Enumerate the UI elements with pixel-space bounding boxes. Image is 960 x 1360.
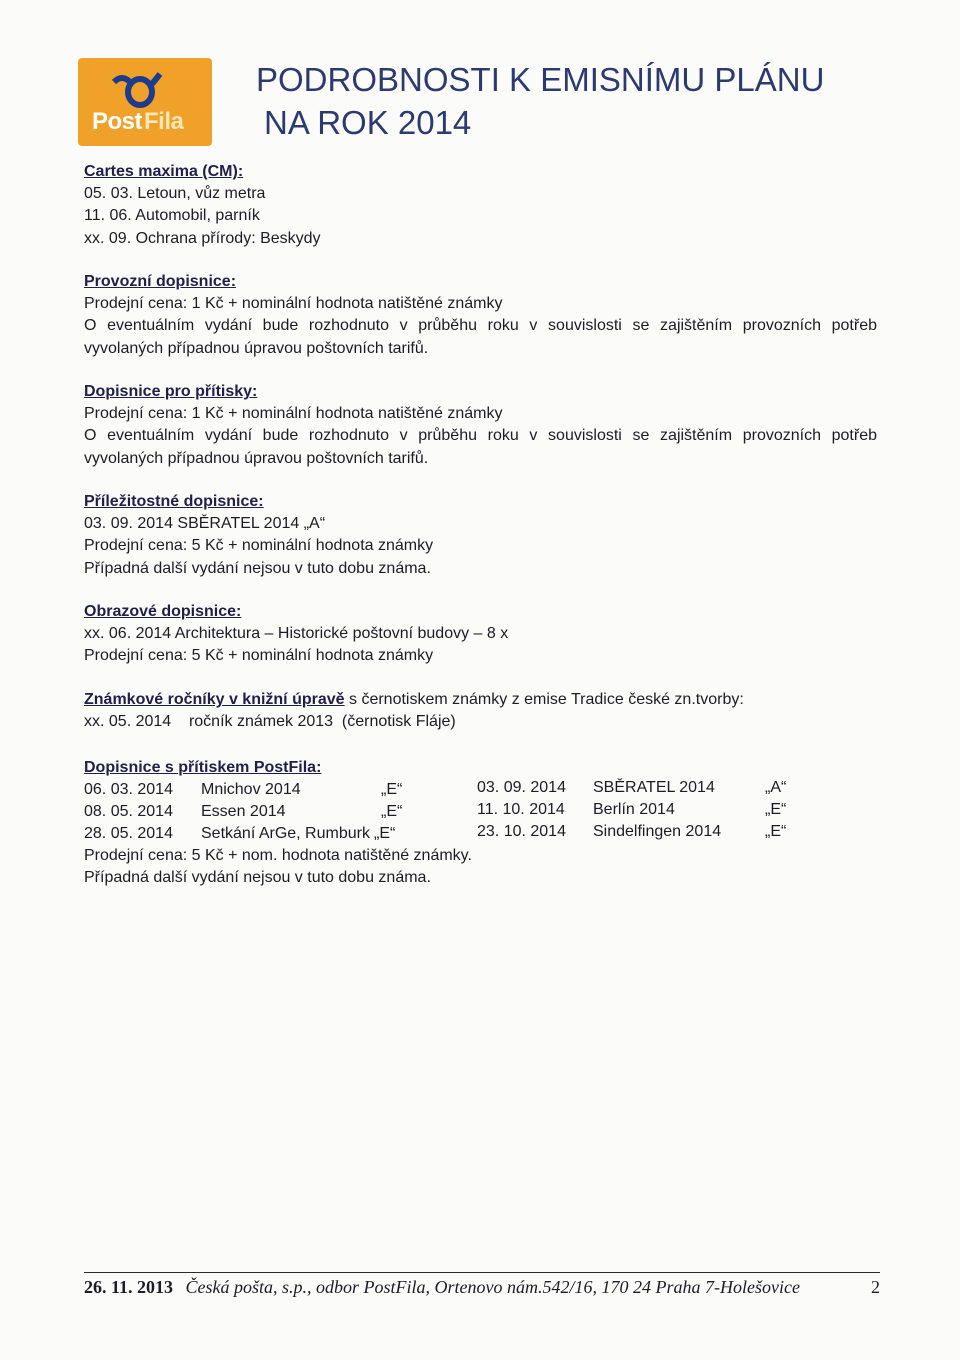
provozni-section (84, 271, 877, 360)
table-cell: 28. 05. 2014 (84, 825, 173, 843)
posthorn-icon (108, 70, 168, 110)
pritisky-heading: Dopisnice pro přítisky: (84, 383, 258, 400)
prilezitostne-section (84, 491, 884, 580)
pritisky-section (84, 381, 877, 470)
list-item: xx. 09. Ochrana přírody: Beskydy (84, 229, 321, 247)
rocniky-heading: Známkové ročníky v knižní úpravě (84, 691, 345, 708)
logo-wordmark: PostFila (92, 108, 184, 135)
prilezitostne-heading: Příležitostné dopisnice: (84, 493, 264, 510)
cm-section (84, 161, 884, 250)
pritisky-note-line-2: vyvolaných případnou úpravou poštovních tarifů. (84, 449, 429, 467)
table-cell: „E“ (381, 803, 403, 821)
prilezitostne-line-3: Případná další vydání nejsou v tuto dobu známa. (84, 559, 431, 577)
title-line-1: PODROBNOSTI K EMISNÍMU PLÁNU (256, 61, 825, 98)
table-cell: „E“ (765, 801, 787, 819)
obrazove-line-1: xx. 06. 2014 Architektura – Historické poštovní budovy – 8 x (84, 625, 509, 643)
rocniky-heading-rest: s černotiskem známky z emise Tradice české zn.tvorby: (344, 691, 744, 708)
table-cell: Setkání ArGe, Rumburk (201, 825, 370, 843)
postfila-table (84, 779, 884, 845)
obrazove-section (84, 601, 884, 668)
cm-heading: Cartes maxima (CM): (84, 163, 244, 180)
table-cell: Mnichov 2014 (201, 781, 301, 799)
rocniky-line-1: xx. 05. 2014 ročník známek 2013 (černotisk Fláje) (84, 713, 456, 731)
provozni-note-line-2: vyvolaných případnou úpravou poštovních tarifů. (84, 339, 429, 357)
list-item: 05. 03. Letoun, vůz metra (84, 185, 266, 203)
table-cell: Berlín 2014 (593, 801, 675, 819)
obrazove-heading: Obrazové dopisnice: (84, 603, 242, 620)
table-cell: Sindelfingen 2014 (593, 823, 722, 841)
table-cell: „A“ (765, 779, 787, 797)
title-line-2: NA ROK 2014 (264, 104, 472, 141)
rocniky-section (84, 689, 884, 733)
postfila-note: Případná další vydání nejsou v tuto dobu známa. (84, 869, 431, 887)
obrazove-line-2: Prodejní cena: 5 Kč + nominální hodnota známky (84, 647, 434, 665)
prilezitostne-line-1: 03. 09. 2014 SBĚRATEL 2014 „A“ (84, 515, 326, 533)
table-cell: SBĚRATEL 2014 (593, 779, 715, 797)
table-cell: 23. 10. 2014 (477, 823, 566, 841)
prilezitostne-line-2: Prodejní cena: 5 Kč + nominální hodnota známky (84, 537, 434, 555)
postfila-heading: Dopisnice s přítiskem PostFila: (84, 759, 322, 776)
page-title (256, 58, 824, 144)
postfila-price: Prodejní cena: 5 Kč + nom. hodnota natištěné známky. (84, 847, 472, 865)
list-item: 11. 06. Automobil, parník (84, 207, 260, 225)
table-cell: „E“ (374, 825, 396, 843)
rocniky-heading-line (84, 689, 884, 711)
pritisky-price: Prodejní cena: 1 Kč + nominální hodnota natištěné známky (84, 405, 503, 423)
table-row: 06. 03. 2014 (84, 781, 173, 799)
footer-address: Česká pošta, s.p., odbor PostFila, Ortenovo nám.542/16, 170 24 Praha 7-Holešovice (185, 1277, 800, 1297)
pritisky-note-line-1: O eventuálním vydání bude rozhodnuto v průběhu roku v souvislosti se zajištěním provozních potřeb (84, 427, 877, 445)
provozni-heading: Provozní dopisnice: (84, 273, 237, 290)
postfila-section (84, 757, 884, 890)
table-cell: 08. 05. 2014 (84, 803, 173, 821)
provozni-note-line-1: O eventuálním vydání bude rozhodnuto v průběhu roku v souvislosti se zajištěním provozních potřeb (84, 317, 877, 335)
table-cell: 03. 09. 2014 (477, 779, 566, 797)
page-footer (84, 1272, 880, 1298)
postfila-logo (78, 58, 212, 146)
table-cell: 11. 10. 2014 (477, 801, 565, 819)
page-number: 2 (871, 1277, 880, 1297)
table-cell: „E“ (381, 781, 403, 799)
footer-date: 26. 11. 2013 (84, 1277, 174, 1297)
table-cell: „E“ (765, 823, 787, 841)
table-cell: Essen 2014 (201, 803, 286, 821)
provozni-price: Prodejní cena: 1 Kč + nominální hodnota natištěné známky (84, 295, 503, 313)
